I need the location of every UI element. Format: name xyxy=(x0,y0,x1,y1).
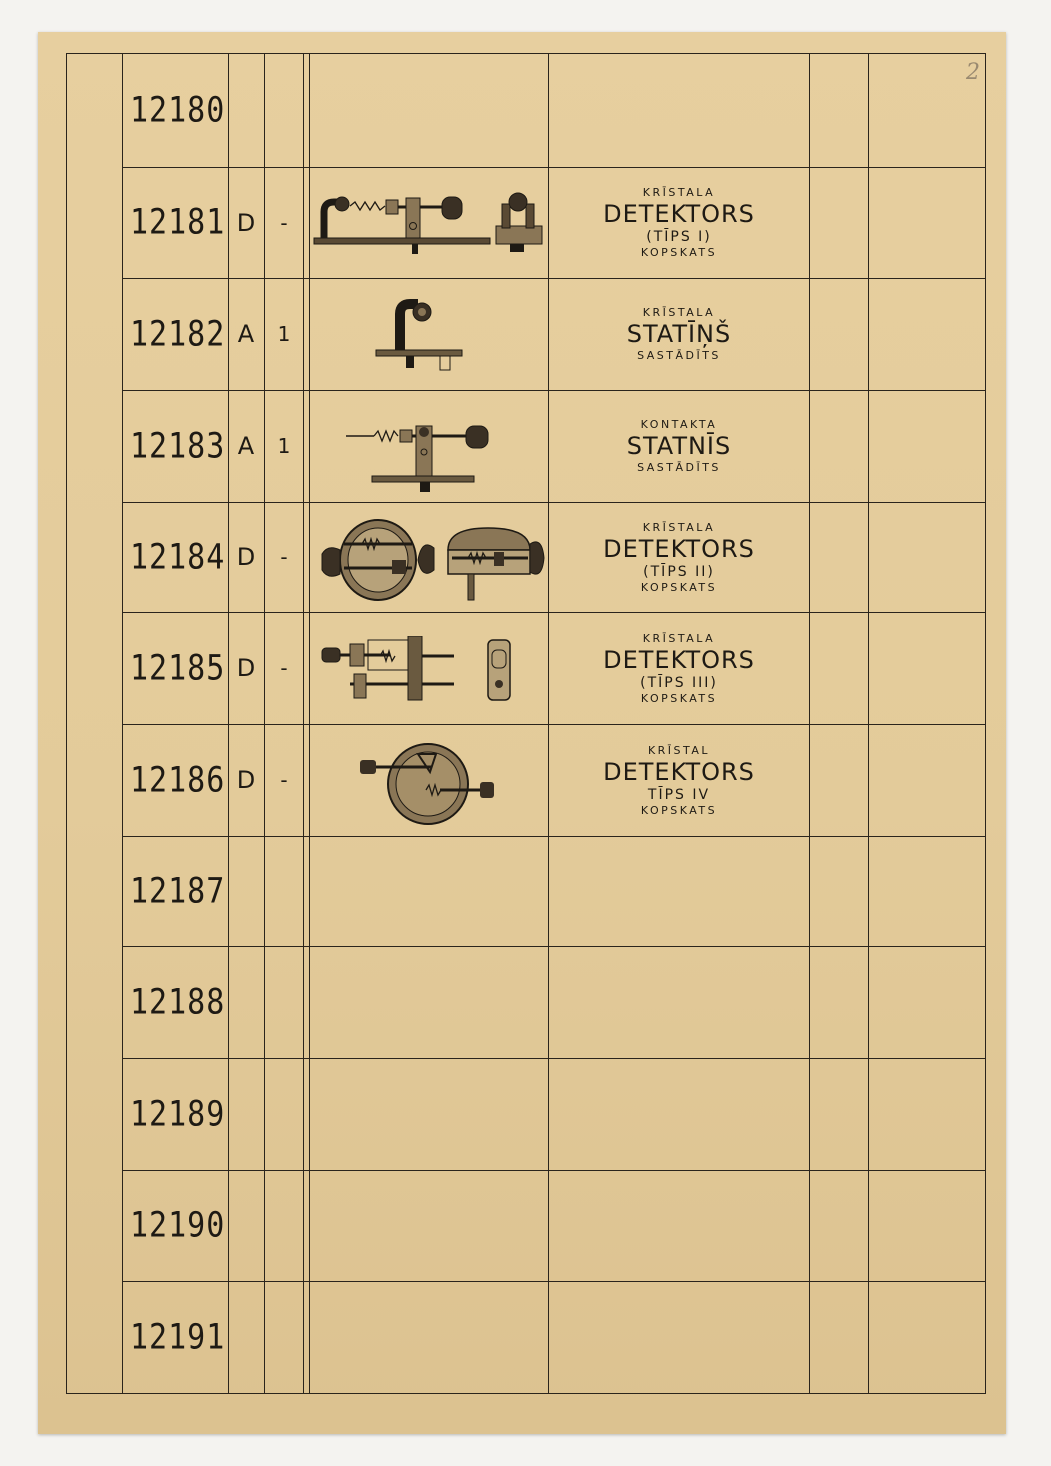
row-quantity: - xyxy=(280,210,288,235)
row-class: A xyxy=(237,320,255,348)
row-number: 12186 xyxy=(130,759,226,801)
row-class: A xyxy=(237,432,255,460)
row-quantity: 1 xyxy=(277,322,291,346)
row-quantity xyxy=(264,1170,304,1281)
desc-title: DETEKTORS xyxy=(603,645,755,674)
sketch-12183 xyxy=(344,420,504,496)
row-quantity xyxy=(264,1058,304,1170)
sketch-12186 xyxy=(356,740,498,826)
row-quantity xyxy=(264,836,304,946)
row-quantity xyxy=(264,946,304,1058)
row-number: 12181 xyxy=(130,202,226,243)
row-class xyxy=(228,946,264,1058)
row-description xyxy=(552,278,806,390)
desc-view-note: KOPSKATS xyxy=(640,246,718,259)
desc-top-line: KRĪSTALA xyxy=(642,520,716,534)
row-number: 12188 xyxy=(130,981,226,1023)
row-quantity xyxy=(264,1281,304,1394)
row-class: D xyxy=(236,208,256,237)
row-description xyxy=(552,502,806,612)
desc-top-line: KONTAKTA xyxy=(640,418,718,431)
row-class: D xyxy=(236,543,256,571)
row-class xyxy=(228,1170,264,1281)
desc-view-note: SASTĀDĪTS xyxy=(637,461,721,474)
desc-type: (TĪPS III) xyxy=(640,674,718,691)
desc-type: (TĪPS II) xyxy=(643,563,715,580)
row-number: 12182 xyxy=(130,313,226,355)
desc-top-line: KRĪSTAL xyxy=(647,743,711,757)
desc-view-note: KOPSKATS xyxy=(640,580,718,594)
desc-top-line: KRĪSTALA xyxy=(642,631,716,645)
desc-view-note: KOPSKATS xyxy=(640,803,718,817)
row-class xyxy=(228,1281,264,1394)
sketch-12181 xyxy=(312,186,548,262)
sketch-12184 xyxy=(318,514,550,604)
row-description xyxy=(552,53,806,167)
desc-title: DETEKTORS xyxy=(603,200,755,228)
row-number: 12185 xyxy=(130,647,226,689)
row-quantity: - xyxy=(280,545,288,569)
row-description xyxy=(552,1281,806,1394)
row-number: 12184 xyxy=(130,536,226,578)
row-quantity: - xyxy=(280,768,288,792)
row-number: 12189 xyxy=(130,1093,226,1135)
desc-title: DETEKTORS xyxy=(603,534,755,563)
row-description xyxy=(552,390,806,502)
desc-title: STATNĪS xyxy=(626,432,732,460)
row-class: D xyxy=(236,654,256,682)
page-number-mark: 2 xyxy=(966,60,980,85)
desc-top-line: KRĪSTALA xyxy=(642,306,716,319)
row-description xyxy=(552,167,806,278)
sketch-12185 xyxy=(320,636,524,706)
row-quantity xyxy=(264,53,304,167)
row-description xyxy=(552,1058,806,1170)
row-number: 12190 xyxy=(130,1205,226,1246)
row-number: 12187 xyxy=(130,870,226,912)
desc-title: DETEKTORS xyxy=(603,757,755,786)
row-number: 12183 xyxy=(130,425,226,467)
desc-top-line: KRĪSTALA xyxy=(642,186,716,199)
row-quantity: - xyxy=(280,656,288,680)
row-description xyxy=(552,946,806,1058)
row-number: 12180 xyxy=(130,89,226,131)
sketch-12182 xyxy=(370,294,470,380)
row-class: D xyxy=(236,766,256,794)
desc-view-note: KOPSKATS xyxy=(640,691,718,705)
row-description xyxy=(552,612,806,724)
row-number: 12191 xyxy=(130,1317,226,1358)
row-class xyxy=(228,836,264,946)
desc-type: (TĪPS I) xyxy=(646,229,712,245)
row-description xyxy=(552,836,806,946)
row-description xyxy=(552,724,806,836)
desc-title: STATĪŅŠ xyxy=(626,320,732,348)
row-description xyxy=(552,1170,806,1281)
row-quantity: 1 xyxy=(277,434,291,458)
row-class xyxy=(228,1058,264,1170)
desc-type: TĪPS IV xyxy=(647,786,711,803)
desc-view-note: SASTĀDĪTS xyxy=(637,349,721,362)
row-class xyxy=(228,53,264,167)
